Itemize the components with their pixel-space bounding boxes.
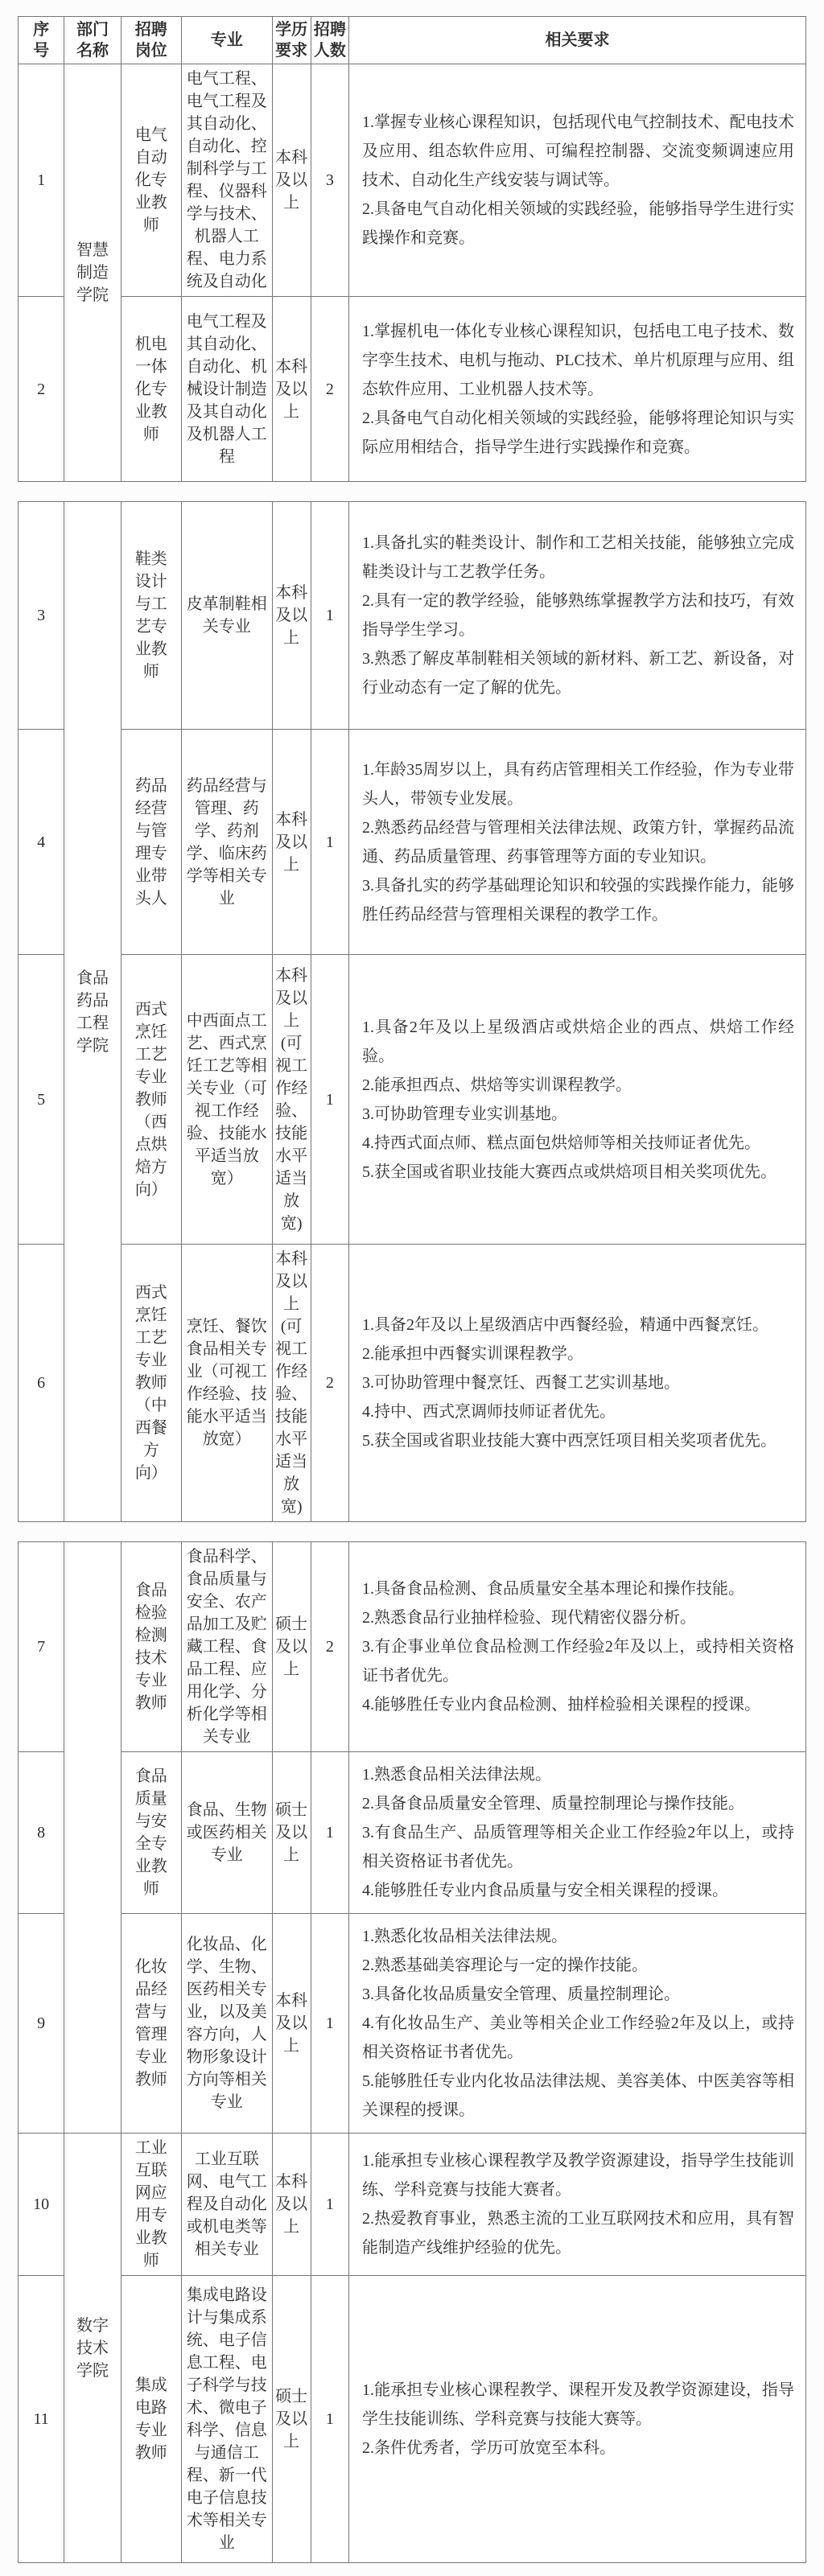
requirement-item: 1.掌握机电一体化专业核心课程知识，包括电工电子技术、数字孪生技术、电机与拖动、PLC技术、单片机原理与应用、组态软件应用、工业机器人技术等。 xyxy=(362,322,794,398)
position-cell: 西式烹饪工艺专业教师（西点烘焙方向） xyxy=(121,955,181,1245)
table-row xyxy=(19,730,806,955)
requirement-item: 3.可协助管理专业实训基地。 xyxy=(362,1105,568,1123)
major-cell: 集成电路设计与集成系统、电子信息工程、电子科学与技术、微电子科学、信息与通信工程、新一代电子信息技术等相关专业 xyxy=(182,2276,273,2563)
headcount-cell: 3 xyxy=(311,64,348,297)
requirement-item: 3.熟悉了解皮革制鞋相关领域的新材料、新工艺、新设备，对行业动态有一定了解的优先。 xyxy=(362,650,794,697)
headcount-cell: 2 xyxy=(311,297,348,482)
education-cell: 本科及以上 xyxy=(272,64,311,297)
education-cell: 硕士及以上 xyxy=(272,2276,311,2563)
index-cell: 3 xyxy=(19,502,64,730)
index-cell: 5 xyxy=(19,955,64,1245)
headcount-cell: 1 xyxy=(311,1752,348,1914)
major-cell: 烹饪、餐饮食品相关专业（可视工作经验、技能水平适当放宽） xyxy=(182,1245,273,1522)
requirement-item: 5.获全国或省职业技能大赛中西烹饪项目相关奖项者优先。 xyxy=(362,1432,777,1450)
major-cell: 化妆品、化学、生物、医药相关专业，以及美容方向，人物形象设计方向等相关专业 xyxy=(182,1914,273,2134)
headcount-cell: 1 xyxy=(311,1914,348,2134)
requirement-item: 1.能承担专业核心课程教学及教学资源建设，指导学生技能训练、学科竞赛与技能大赛者。 xyxy=(362,2152,794,2199)
table-row xyxy=(19,502,806,730)
header-index: 序号 xyxy=(19,17,64,64)
requirement-item: 2.具有一定的教学经验，能够熟练掌握教学方法和技巧，有效指导学生学习。 xyxy=(362,592,794,639)
headcount-cell: 2 xyxy=(311,1542,348,1752)
position-cell: 机电一体化专业教师 xyxy=(121,297,181,482)
table-row xyxy=(19,64,806,297)
requirement-item: 4.能够胜任专业内食品质量与安全相关课程的授课。 xyxy=(362,1882,729,1899)
headcount-cell: 1 xyxy=(311,955,348,1245)
requirement-item: 2.能承担西点、烘焙等实训课程教学。 xyxy=(362,1076,632,1094)
requirement-item: 4.持西式面点师、糕点面包烘焙师等相关技师证者优先。 xyxy=(362,1134,761,1152)
requirement-item: 1.具备2年及以上星级酒店或烘焙企业的西点、烘焙工作经验。 xyxy=(362,1018,794,1065)
headcount-cell: 1 xyxy=(311,2276,348,2563)
requirement-item: 1.年龄35周岁以上，具有药店管理相关工作经验，作为专业带头人，带领专业发展。 xyxy=(362,760,794,808)
table-row xyxy=(19,1752,806,1914)
requirements-cell xyxy=(349,1245,806,1522)
table-row xyxy=(19,297,806,482)
education-cell: 本科及以上(可视工作经验、技能水平适当放宽) xyxy=(272,955,311,1245)
department-cell xyxy=(64,1542,121,2134)
job-table-block-b xyxy=(18,501,806,1522)
department-cell: 食品药品工程学院 xyxy=(64,502,121,1522)
header-education: 学历要求 xyxy=(272,17,311,64)
requirement-item: 5.能够胜任专业内化妆品法律法规、美容美体、中医美容等相关课程的授课。 xyxy=(362,2072,794,2119)
table-row xyxy=(19,1914,806,2134)
requirement-item: 2.熟悉基础美容理论与一定的操作技能。 xyxy=(362,1957,649,1974)
headcount-cell: 1 xyxy=(311,730,348,955)
education-cell: 硕士及以上 xyxy=(272,1752,311,1914)
requirement-item: 2.具备电气自动化相关领域的实践经验，能够指导学生进行实践操作和竞赛。 xyxy=(362,200,794,247)
page-break-gap xyxy=(0,482,824,501)
requirement-item: 3.有食品生产、品质管理等相关企业工作经验2年以上，或持相关资格证书者优先。 xyxy=(362,1824,794,1870)
header-headcount: 招聘人数 xyxy=(311,17,348,64)
requirements-cell xyxy=(349,2134,806,2276)
requirements-cell xyxy=(349,64,806,297)
major-cell: 中西面点工艺、西式烹饪工艺等相关专业（可视工作经验、技能水平适当放宽） xyxy=(182,955,273,1245)
major-cell: 电气工程及其自动化、自动化、机械设计制造及其自动化及机器人工程 xyxy=(182,297,273,482)
requirement-item: 3.具备化妆品质量安全管理、质量控制理论。 xyxy=(362,1985,681,2003)
position-cell: 食品检验检测技术专业教师 xyxy=(121,1542,181,1752)
index-cell: 11 xyxy=(19,2276,64,2563)
requirement-item: 2.具备电气自动化相关领域的实践经验，能够将理论知识与实际应用相结合，指导学生进行实践操作和竞赛。 xyxy=(362,409,794,456)
table-row xyxy=(19,2276,806,2563)
requirement-item: 4.持中、西式烹调师技师证者优先。 xyxy=(362,1403,616,1421)
job-table-block-a xyxy=(18,16,806,482)
job-table-block-c xyxy=(18,1541,806,2563)
index-cell: 10 xyxy=(19,2134,64,2276)
education-cell: 本科及以上 xyxy=(272,730,311,955)
major-cell: 食品、生物或医药相关专业 xyxy=(182,1752,273,1914)
major-cell: 食品科学、食品质量与安全、农产品加工及贮藏工程、食品工程、应用化学、分析化学等相关专业 xyxy=(182,1542,273,1752)
headcount-cell: 1 xyxy=(311,502,348,730)
requirements-cell xyxy=(349,297,806,482)
position-cell: 工业互联网应用专业教师 xyxy=(121,2134,181,2276)
requirement-item: 2.热爱教育事业，熟悉主流的工业互联网技术和应用，具有智能制造产线维护经验的优先。 xyxy=(362,2210,794,2257)
major-cell: 工业互联网、电气工程及自动化或机电类等相关专业 xyxy=(182,2134,273,2276)
requirement-item: 2.熟悉食品行业抽样检验、现代精密仪器分析。 xyxy=(362,1609,697,1627)
requirements-cell xyxy=(349,955,806,1245)
header-requirements: 相关要求 xyxy=(349,17,806,64)
index-cell: 7 xyxy=(19,1542,64,1752)
header-major: 专业 xyxy=(182,17,273,64)
requirements-cell xyxy=(349,502,806,730)
requirement-item: 1.具备扎实的鞋类设计、制作和工艺相关技能，能够独立完成鞋类设计与工艺教学任务。 xyxy=(362,534,794,581)
table-row xyxy=(19,1245,806,1522)
requirements-cell xyxy=(349,1542,806,1752)
position-cell: 鞋类设计与工艺专业教师 xyxy=(121,502,181,730)
requirements-cell xyxy=(349,730,806,955)
table-header-row xyxy=(19,17,806,64)
requirements-cell xyxy=(349,2276,806,2563)
requirement-item: 5.获全国或省职业技能大赛西点或烘焙项目相关奖项优先。 xyxy=(362,1162,777,1181)
position-cell: 化妆品经营与管理专业教师 xyxy=(121,1914,181,2134)
headcount-cell: 1 xyxy=(311,2134,348,2276)
requirement-item: 2.能承担中西餐实训课程教学。 xyxy=(362,1345,584,1363)
index-cell: 4 xyxy=(19,730,64,955)
education-cell: 本科及以上 xyxy=(272,502,311,730)
requirements-cell xyxy=(349,1752,806,1914)
requirement-item: 4.能够胜任专业内食品检测、抽样检验相关课程的授课。 xyxy=(362,1696,761,1714)
education-cell: 本科及以上 xyxy=(272,1914,311,2134)
education-cell: 本科及以上(可视工作经验、技能水平适当放宽) xyxy=(272,1245,311,1522)
position-cell: 电气自动化专业教师 xyxy=(121,64,181,297)
requirement-item: 1.具备2年及以上星级酒店中西餐经验，精通中西餐烹饪。 xyxy=(362,1316,769,1334)
education-cell: 硕士及以上 xyxy=(272,1542,311,1752)
index-cell: 9 xyxy=(19,1914,64,2134)
index-cell: 6 xyxy=(19,1245,64,1522)
requirement-item: 1.熟悉食品相关法律法规。 xyxy=(362,1766,552,1784)
education-cell: 本科及以上 xyxy=(272,2134,311,2276)
headcount-cell: 2 xyxy=(311,1245,348,1522)
position-cell: 西式烹饪工艺专业教师（中西餐方向） xyxy=(121,1245,181,1522)
requirements-cell xyxy=(349,1914,806,2134)
position-cell: 集成电路专业教师 xyxy=(121,2276,181,2563)
requirement-item: 3.可协助管理中餐烹饪、西餐工艺实训基地。 xyxy=(362,1374,681,1392)
requirement-item: 1.掌握专业核心课程知识，包括现代电气控制技术、配电技术及应用、组态软件应用、可编程控制器、交流变频调速应用技术、自动化生产线安装与调试等。 xyxy=(362,113,794,189)
index-cell: 1 xyxy=(19,64,64,297)
major-cell: 电气工程、电气工程及其自动化、自动化、控制科学与工程、仪器科学与技术、机器人工程、电力系统及自动化 xyxy=(182,64,273,297)
department-cell: 数字技术学院 xyxy=(64,2134,121,2563)
table-row xyxy=(19,955,806,1245)
index-cell: 2 xyxy=(19,297,64,482)
header-position: 招聘岗位 xyxy=(121,17,181,64)
requirement-item: 2.具备食品质量安全管理、质量控制理论与操作技能。 xyxy=(362,1795,745,1813)
table-row xyxy=(19,1542,806,1752)
requirement-item: 1.能承担专业核心课程教学、课程开发及教学资源建设，指导学生技能训练、学科竞赛与技能大赛等。 xyxy=(362,2381,794,2428)
position-cell: 药品经营与管理专业带头人 xyxy=(121,730,181,955)
header-department: 部门名称 xyxy=(64,17,121,64)
requirement-item: 3.具备扎实的药学基础理论知识和较强的实践操作能力，能够胜任药品经营与管理相关课程的教学工作。 xyxy=(362,876,794,924)
major-cell: 皮革制鞋相关专业 xyxy=(182,502,273,730)
requirement-item: 2.熟悉药品经营与管理相关法律法规、政策方针，掌握药品流通、药品质量管理、药事管理等方面的专业知识。 xyxy=(362,818,794,866)
education-cell: 本科及以上 xyxy=(272,297,311,482)
requirement-item: 4.有化妆品生产、美业等相关企业工作经验2年及以上，或持相关资格证书者优先。 xyxy=(362,2014,794,2061)
requirement-item: 1.熟悉化妆品相关法律法规。 xyxy=(362,1928,568,1945)
department-cell: 智慧制造学院 xyxy=(64,64,121,482)
position-cell: 食品质量与安全专业教师 xyxy=(121,1752,181,1914)
requirement-item: 1.具备食品检测、食品质量安全基本理论和操作技能。 xyxy=(362,1580,745,1598)
requirement-item: 3.有企事业单位食品检测工作经验2年及以上，或持相关资格证书者优先。 xyxy=(362,1638,794,1685)
page-break-gap xyxy=(0,1522,824,1541)
major-cell: 药品经营与管理、药学、药剂学、临床药学等相关专业 xyxy=(182,730,273,955)
index-cell: 8 xyxy=(19,1752,64,1914)
table-row xyxy=(19,2134,806,2276)
requirement-item: 2.条件优秀者，学历可放宽至本科。 xyxy=(362,2439,616,2457)
